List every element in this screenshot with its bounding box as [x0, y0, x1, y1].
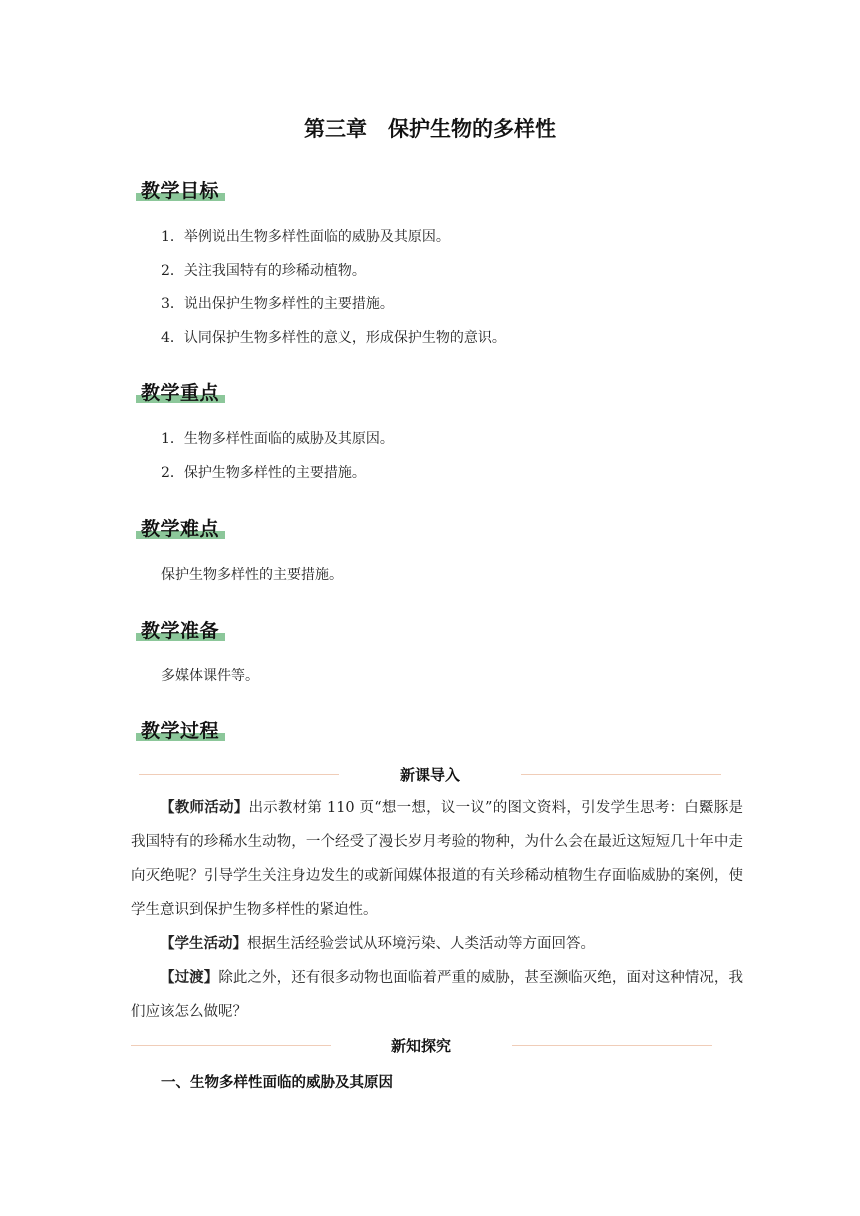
section-heading-label: 教学重点 [141, 382, 220, 404]
paragraph-text: 除此之外，还有很多动物也面临着严重的威胁，甚至濒临灭绝，面对这种情况，我们应该怎么做呢？ [131, 970, 744, 1020]
goal-item: 4．认同保护生物多样性的意义，形成保护生物的意识。 [161, 330, 506, 346]
section-heading-label: 教学难点 [141, 518, 220, 540]
difficulty-text: 保护生物多样性的主要措施。 [161, 567, 343, 583]
section-heading-label: 教学准备 [141, 620, 220, 642]
paragraph-text: 出示教材第 110 页“想一想，议一议”的图文资料，引发学生思考：白鱀豚是我国特有的珍稀水生动物，一个经受了漫长岁月考验的物种，为什么会在最近这短短几十年中走向灭绝呢？引导学生关注身边发生的或新闻媒体报道的有关珍稀动植物生存面临威胁的案例，使学生意识到保护生物多样性的紧迫性。 [131, 800, 744, 918]
divider-rule-left [139, 774, 339, 775]
student-activity-paragraph [131, 927, 743, 961]
divider-explore [0, 1035, 860, 1055]
divider-label: 新课导入 [399, 766, 460, 784]
goal-item: 2．关注我国特有的珍稀动植物。 [161, 263, 366, 279]
transition-paragraph [131, 961, 743, 1029]
paragraph-text: 根据生活经验尝试从环境污染、人类活动等方面回答。 [247, 936, 595, 952]
section-heading-label: 教学过程 [141, 720, 220, 742]
teacher-activity-paragraph [131, 791, 743, 927]
key-point-item: 2．保护生物多样性的主要措施。 [161, 465, 366, 481]
divider-rule-right [521, 774, 721, 775]
paragraph-tag: 【学生活动】 [160, 935, 247, 952]
divider-intro [0, 764, 860, 784]
paragraph-tag: 【教师活动】 [160, 799, 249, 816]
preparation-text: 多媒体课件等。 [161, 668, 259, 684]
section-heading-label: 教学目标 [141, 180, 220, 202]
divider-rule-left [131, 1045, 331, 1046]
divider-rule-right [512, 1045, 712, 1046]
subsection-heading: 一、生物多样性面临的威胁及其原因 [161, 1075, 393, 1091]
divider-label: 新知探究 [390, 1037, 451, 1055]
paragraph-tag: 【过渡】 [160, 969, 219, 986]
key-point-item: 1．生物多样性面临的威胁及其原因。 [161, 431, 394, 447]
goal-item: 1．举例说出生物多样性面临的威胁及其原因。 [161, 229, 450, 245]
chapter-title: 第三章 保护生物的多样性 [304, 117, 556, 141]
goal-item: 3．说出保护生物多样性的主要措施。 [161, 296, 394, 312]
